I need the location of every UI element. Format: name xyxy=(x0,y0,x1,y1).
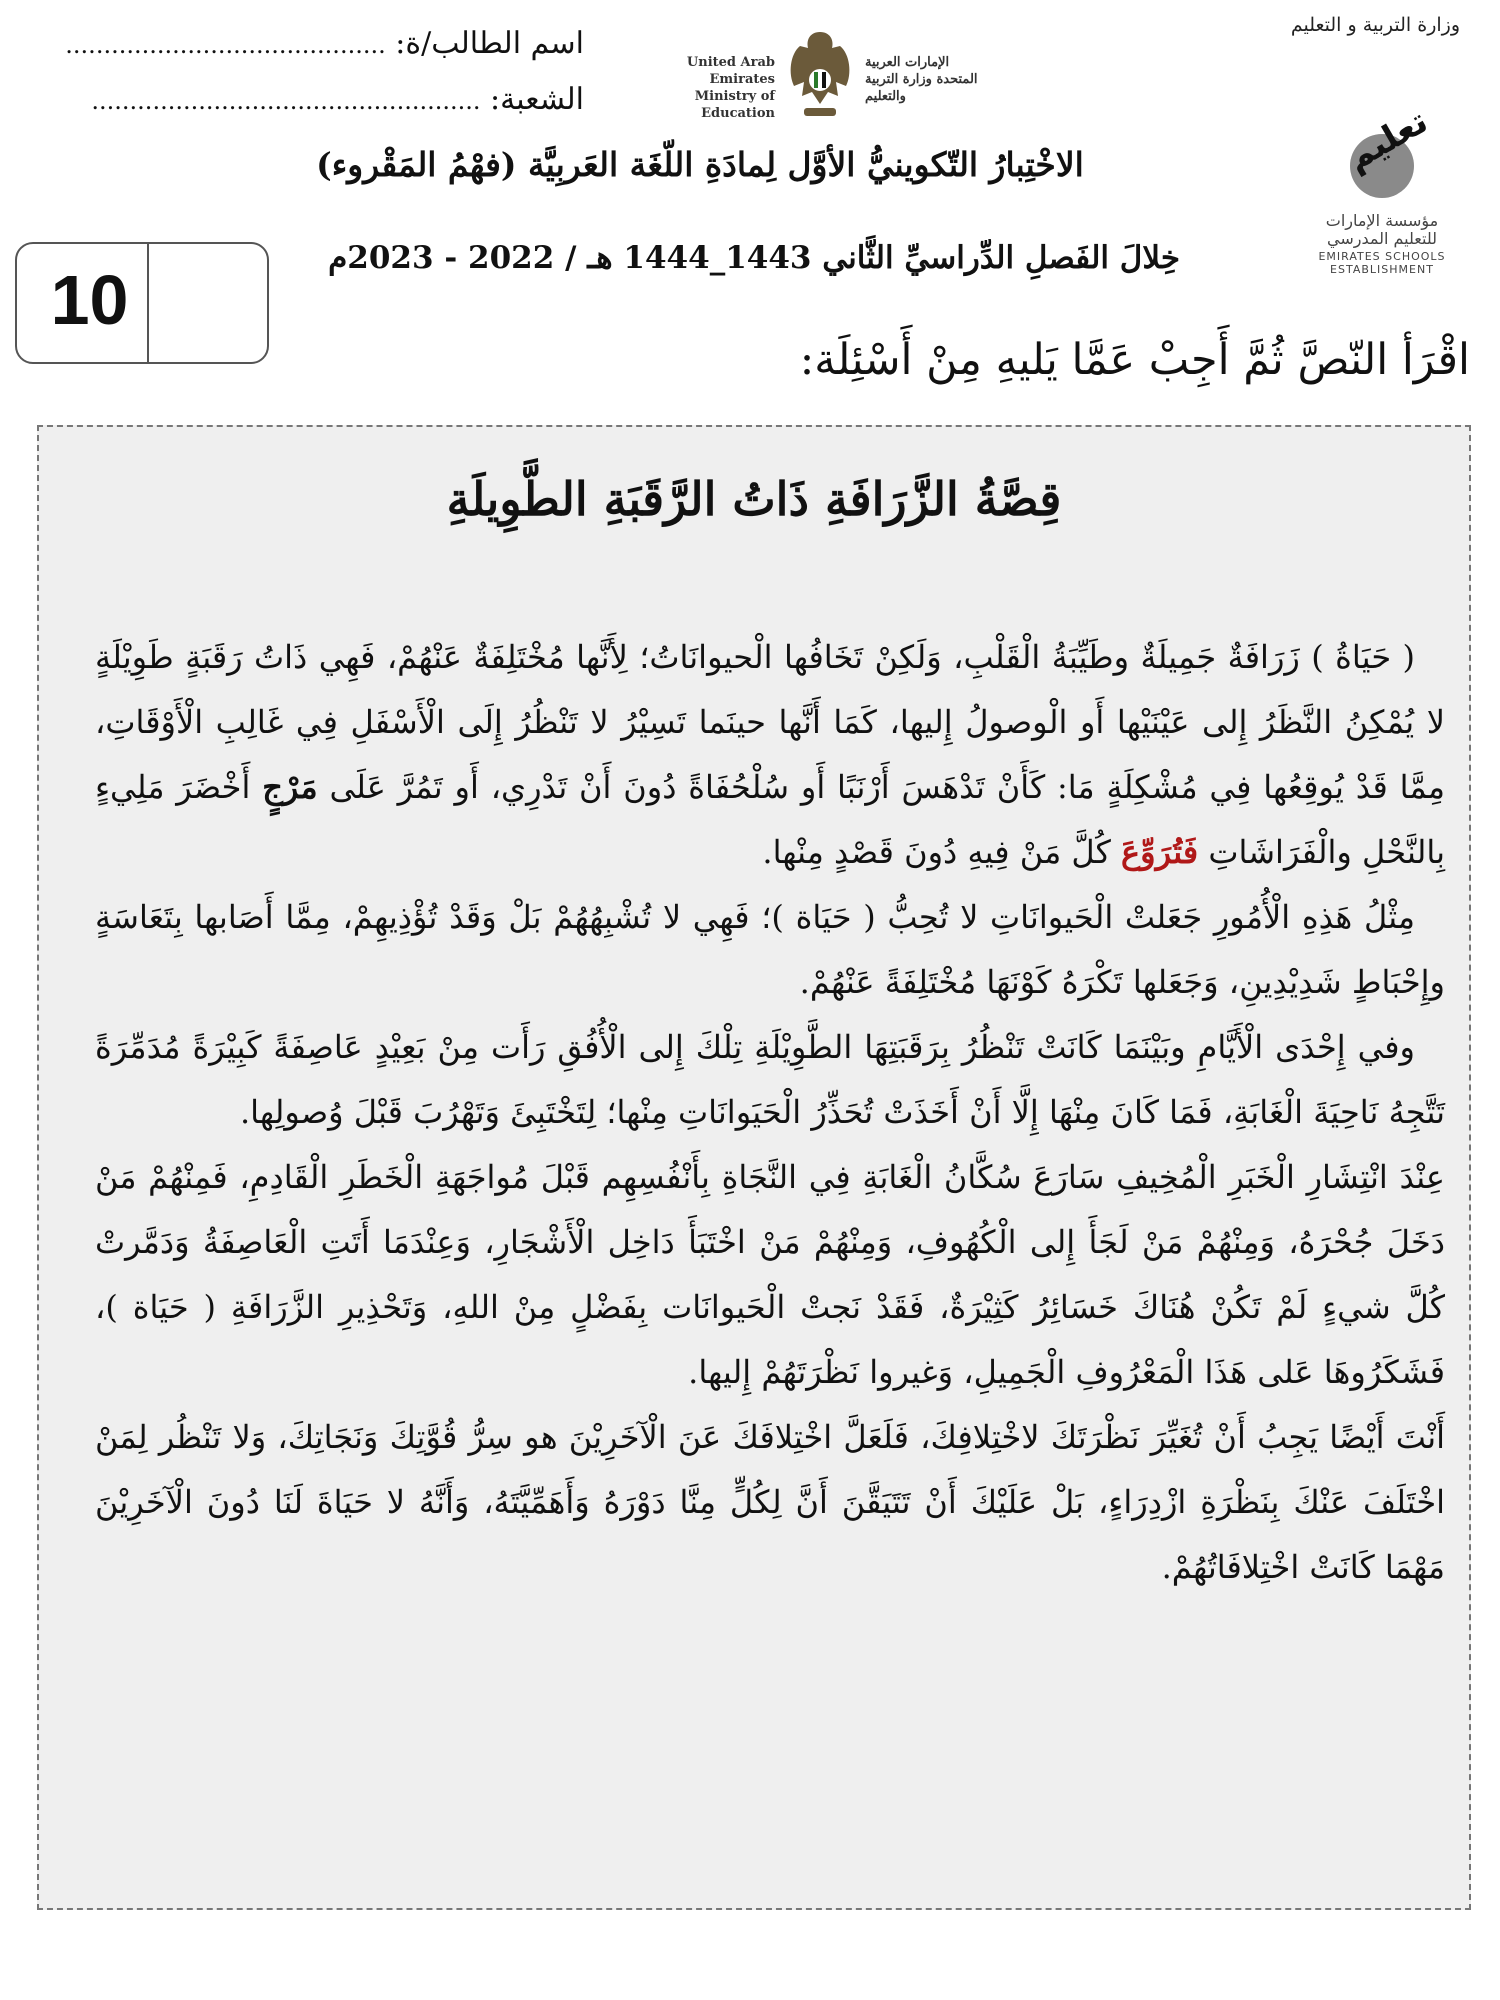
score-total: 10 xyxy=(50,261,129,339)
ese-logo-word: تعليم xyxy=(1339,101,1435,179)
section-label: الشعبة: xyxy=(490,82,584,117)
ese-logo xyxy=(1295,101,1470,280)
story-title: قِصَّةُ الزَّرَافَةِ ذَاتُ الرَّقَبَةِ الطَّوِيلَةِ xyxy=(446,472,1062,526)
paragraph-3: وفي إِحْدَى الْأَيَّامِ وبَيْنَمَا كَانَتْ تَنْظُرُ بِرَقَبَتِهَا الطَّوِيْلَةِ تِلْكَ إِلى الْأُفُقِ رَأَت مِنْ بَعِيْدٍ عَاصِفَةً كَبِيْرَةً مُدَمِّرَةً تَتَّجِهُ نَاحِيَةَ الْغَابَةِ، فَمَا كَانَ مِنْهَا إِلَّا أَنْ أَخَذَتْ تُحَذِّرُ الْحَيَوانَاتِ مِنْها؛ لِتَخْتَبِئَ وَتَهْرُبَ قَبْلَ وُصولِها. xyxy=(95,1028,1445,1131)
paragraph-1-part-c: كُلَّ مَنْ فِيهِ دُونَ قَصْدٍ مِنْها. xyxy=(762,833,1111,871)
paragraph-1-part-a: ( حَيَاةُ ) زَرَافَةٌ جَمِيلَةٌ وطَيِّبَةُ الْقَلْبِ، وَلَكِنْ تَخَافُها الْحيوانَاتُ؛ لِأَنَّها مُخْتَلِفَةٌ عَنْهُمْ، فَهِي ذَاتُ رَقَبَةٍ طَوِيْلَةٍ لا يُمْكِنُ النَّظَرُ إِلى عَيْنَيْها أَو الْوصولُ إِليها، كَمَا أَنَّها حينَما تَسِيْرُ لا تَنْظُرُ إِلَى الْأَسْفَلِ فِي غَالِبِ الْأَوْقَاتِ، مِمَّا قَدْ يُوقِعُها فِي مُشْكِلَةٍ مَا: كَأَنْ تَدْهَسَ أَرْنَبًا أَو سُلْحُفَاةً دُونَ أَنْ تَدْرِي، أَو تَمُرَّ عَلَى xyxy=(95,638,1446,806)
paragraph-5: أَنْتَ أَيْضًا يَجِبُ أَنْ تُغَيِّرَ نَظْرَتَكَ لاخْتِلافِكَ، فَلَعَلَّ اخْتِلافَكَ عَنَ الْآخَرِيْنَ هو سِرُّ قُوَّتِكَ وَنَجَاتِكَ، وَلا تَنْظُر لِمَنْ اخْتَلَفَ عَنْكَ بِنَظْرَةِ ازْدِرَاءٍ، بَلْ عَلَيْكَ أَنْ تَتَيَقَّنَ أَنَّ لِكُلٍّ مِنَّا دَوْرَهُ وَأَهَمِّيَّتَهُ، وَأَنَّهُ لا حَيَاةَ لَنَا دُونَ الْآخَرِيْنَ مَهْمَا كَانَتْ اخْتِلافَاتُهُمْ. xyxy=(95,1418,1446,1586)
student-name-field[interactable]: .......................................... xyxy=(65,31,386,59)
emblem-english-text: United Arab Emirates Ministry of Education xyxy=(686,55,775,121)
story-text xyxy=(95,625,1445,1600)
section-field[interactable]: ................................................... xyxy=(91,87,481,115)
section-line xyxy=(24,82,584,117)
score-divider xyxy=(147,244,149,362)
word-marj: مَرْجٍ xyxy=(262,768,318,806)
student-name-label: اسم الطالب/ة: xyxy=(395,26,584,61)
paragraph-4: عِنْدَ انْتِشَارِ الْخَبَرِ الْمُخِيفِ سَارَعَ سُكَّانُ الْغَابَةِ فِي النَّجَاةِ بِأَنْفُسِهِم قَبْلَ مُواجَهَةِ الْخَطَرِ الْقَادِمِ، فَمِنْهُمْ مَنْ دَخَلَ جُحْرَهُ، وَمِنْهُمْ مَنْ لَجَأَ إِلى الْكُهُوفِ، وَمِنْهُمْ مَنْ اخْتَبَأَ دَاخِل الْأَشْجَارِ، وَعِنْدَمَا أَتَتِ الْعَاصِفَةُ وَدَمَّرتْ كُلَّ شيءٍ لَمْ تَكُنْ هُنَاكَ خَسَائِرُ كَثِيْرَةٌ، فَقَدْ نَجتْ الْحَيوانَات بِفَضْلٍ مِنْ اللهِ، وَتَحْذِيرِ الزَّرَافَةِ ( حَيَاة )، فَشَكَرُوهَا عَلى هَذَا الْمَعْرُوفِ الْجَمِيلِ، وَغيروا نَظْرَتَهُمْ إِليها. xyxy=(95,1158,1445,1391)
exam-term-line: خِلالَ الفَصلِ الدِّراسيِّ الثَّاني 1443_1444 هـ / 2022 - 2023م xyxy=(328,240,1180,276)
reading-instruction: اقْرَأ النّصَّ ثُمَّ أَجِبْ عَمَّا يَليهِ مِنْ أَسْئِلَة: xyxy=(799,335,1470,385)
uae-ministry-emblem xyxy=(660,24,980,134)
ese-arabic-name: مؤسسة الإمارات للتعليم المدرسي xyxy=(1325,211,1439,248)
paragraph-1 xyxy=(95,625,1445,885)
emblem-arabic-text: الإمارات العربية المتحدة وزارة التربية والتعليم xyxy=(865,55,978,104)
exam-title: الاخْتِبارُ التّكوينيُّ الأوَّل لِمادَةِ اللّغَة العَربِيَّة (فهْمُ المَقْروء) xyxy=(316,145,1084,184)
paragraph-1-part-b: أَخْضَرَ مَلِيءٍ بِالنَّحْلِ والْفَرَاشَاتِ xyxy=(95,768,1445,871)
score-box xyxy=(15,242,269,364)
story-passage-box xyxy=(37,425,1471,1910)
word-fatrawwi: فَتُرَوِّعَ xyxy=(1121,833,1199,871)
paragraph-2: مِثْلُ هَذِهِ الْأُمُورِ جَعَلتْ الْحَيوانَاتِ لا تُحِبُّ ( حَيَاة )؛ فَهِي لا تُشْبِهُهُمْ بَلْ وَقَدْ تُؤْذِيهِمْ، مِمَّا أَصَابها بِتَعَاسَةٍ وإِحْبَاطٍ شَدِيْدِينِ، وَجَعَلها تَكْرَهُ كَوْنَهَا مُخْتَلِفَةً عَنْهُمْ. xyxy=(95,898,1445,1001)
ministry-label: وزارة التربية و التعليم xyxy=(1290,14,1460,36)
falcon-emblem-icon xyxy=(780,24,860,134)
ese-english-name: EMIRATES SCHOOLS ESTABLISHMENT xyxy=(1318,250,1446,276)
student-name-line xyxy=(24,26,584,61)
